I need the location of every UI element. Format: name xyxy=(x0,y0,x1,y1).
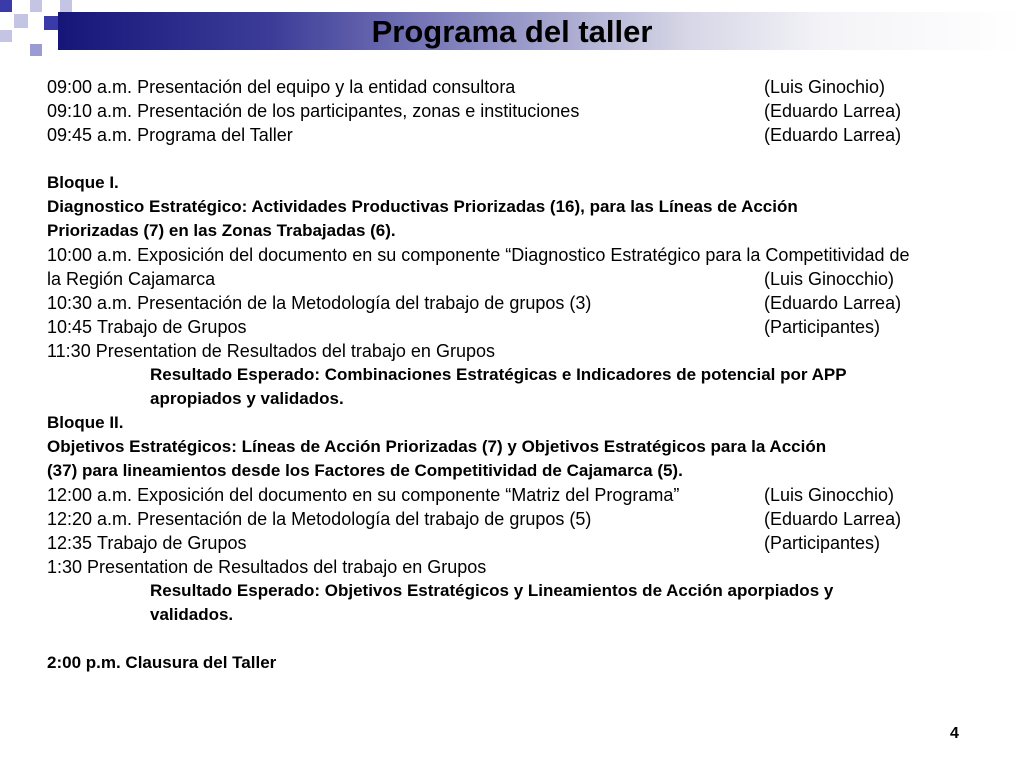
time: 11:30 xyxy=(47,341,91,361)
block-heading: Bloque I. xyxy=(47,173,119,192)
block-subheading: (37) para lineamientos desde los Factores de Competitividad de Cajamarca (5). xyxy=(47,461,683,480)
activity: Presentación de la Metodología del trabajo de grupos (3) xyxy=(137,293,592,313)
schedule-row xyxy=(47,483,1007,507)
expected-result: validados. xyxy=(150,605,234,624)
schedule-row xyxy=(47,75,1007,99)
block-heading: Bloque II. xyxy=(47,413,124,432)
schedule-row xyxy=(47,507,1007,531)
speaker: (Eduardo Larrea) xyxy=(764,509,902,529)
spacer xyxy=(47,627,1007,651)
speaker: (Eduardo Larrea) xyxy=(764,125,902,145)
schedule-row xyxy=(47,339,1007,363)
time: 09:45 a.m. xyxy=(47,125,133,145)
schedule-row xyxy=(47,315,1007,339)
schedule-row xyxy=(47,555,1007,579)
speaker: (Luis Ginocchio) xyxy=(764,485,895,505)
expected-result: apropiados y validados. xyxy=(150,389,344,408)
speaker: (Participantes) xyxy=(764,317,881,337)
speaker: (Eduardo Larrea) xyxy=(764,293,902,313)
slide-number: 4 xyxy=(950,725,959,742)
speaker: (Eduardo Larrea) xyxy=(764,101,902,121)
activity: Presentación de los participantes, zonas e instituciones xyxy=(137,101,580,121)
speaker: (Participantes) xyxy=(764,533,881,553)
expected-result: Resultado Esperado: Objetivos Estratégicos y Lineamientos de Acción aporpiados y xyxy=(150,581,834,600)
activity: Presentation de Resultados del trabajo en Grupos xyxy=(95,341,495,361)
time: 12:00 a.m. xyxy=(47,485,133,505)
activity: Trabajo de Grupos xyxy=(97,533,247,553)
schedule-row xyxy=(47,291,1007,315)
schedule-row xyxy=(47,531,1007,555)
activity: Exposición del documento en su componente “Diagnostico Estratégico para la Competitividad de xyxy=(137,245,910,265)
activity: Presentation de Resultados del trabajo en Grupos xyxy=(87,557,487,577)
block-subheading: Priorizadas (7) en las Zonas Trabajadas (6). xyxy=(47,221,396,240)
expected-result: Resultado Esperado: Combinaciones Estratégicas e Indicadores de potencial por APP xyxy=(150,365,847,384)
closing-line: 2:00 p.m. Clausura del Taller xyxy=(47,653,277,672)
time: 10:30 a.m. xyxy=(47,293,133,313)
speaker: (Luis Ginocchio) xyxy=(764,269,895,289)
activity: Programa del Taller xyxy=(137,125,293,145)
time: 1:30 xyxy=(47,557,83,577)
schedule-row xyxy=(47,123,1007,147)
slide-title: Programa del taller xyxy=(371,14,653,49)
agenda xyxy=(47,75,1007,675)
decor-square xyxy=(60,0,72,12)
activity: Presentación del equipo y la entidad consultora xyxy=(137,77,516,97)
time: 10:00 a.m. xyxy=(47,245,133,265)
time: 10:45 xyxy=(47,317,93,337)
block-subheading: Diagnostico Estratégico: Actividades Productivas Priorizadas (16), para las Líneas de Acción xyxy=(47,197,798,216)
time: 09:00 a.m. xyxy=(47,77,133,97)
activity: Presentación de la Metodología del trabajo de grupos (5) xyxy=(137,509,592,529)
decor-square xyxy=(30,0,42,12)
spacer xyxy=(47,147,1007,171)
activity: Trabajo de Grupos xyxy=(97,317,247,337)
speaker: (Luis Ginochio) xyxy=(764,77,886,97)
activity: Exposición del documento en su componente “Matriz del Programa” xyxy=(137,485,680,505)
time: 09:10 a.m. xyxy=(47,101,133,121)
schedule-row xyxy=(47,243,1007,267)
schedule-row xyxy=(47,99,1007,123)
decor-square xyxy=(0,0,12,12)
block-subheading: Objetivos Estratégicos: Líneas de Acción Priorizadas (7) y Objetivos Estratégicos para la Acción xyxy=(47,437,827,456)
activity: la Región Cajamarca xyxy=(47,269,216,289)
time: 12:20 a.m. xyxy=(47,509,133,529)
time: 12:35 xyxy=(47,533,93,553)
schedule-row xyxy=(47,267,1007,291)
